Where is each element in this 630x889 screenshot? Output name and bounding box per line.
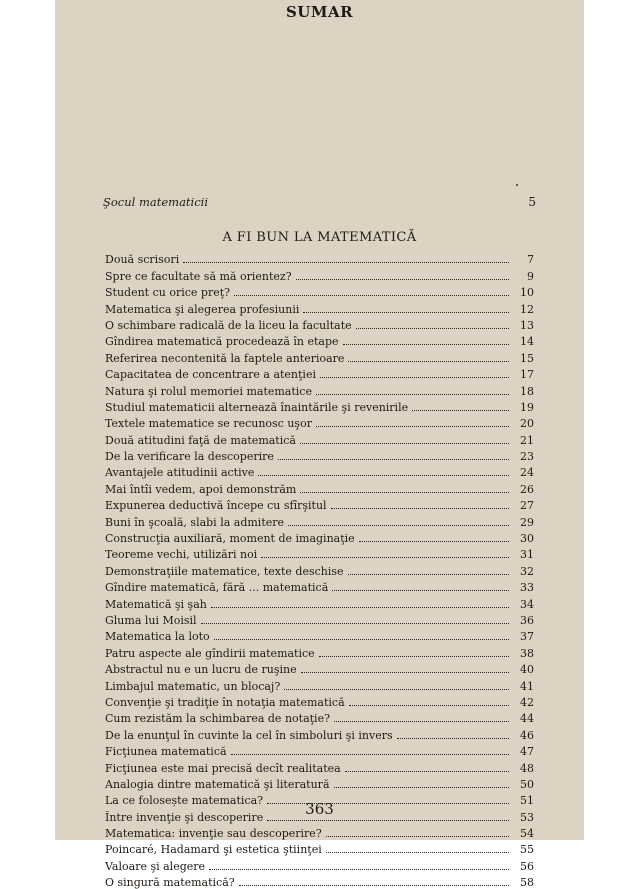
toc-entry-page: 53	[520, 810, 534, 824]
dot-leader	[348, 574, 509, 575]
dot-leader	[334, 787, 510, 788]
toc-entry-title: La ce folosește matematica?	[105, 794, 264, 808]
dot-leader	[348, 361, 509, 362]
toc-entry-title: Matematica: invenţie sau descoperire?	[105, 827, 322, 841]
toc-entry	[105, 709, 534, 725]
toc-entry-page: 55	[520, 843, 534, 857]
toc-entry	[105, 594, 534, 610]
dot-leader	[214, 639, 509, 640]
dot-leader	[359, 541, 509, 542]
toc-entry-title: Gluma lui Moisil	[105, 613, 197, 627]
dot-leader	[300, 443, 509, 444]
toc-entry	[105, 414, 534, 430]
dot-leader	[334, 721, 509, 722]
toc-entry-page: 15	[520, 351, 534, 365]
dot-leader	[301, 672, 509, 673]
dot-leader	[319, 656, 509, 657]
toc-entry	[105, 840, 534, 856]
dot-leader	[284, 689, 509, 690]
toc-entry-page: 30	[520, 532, 534, 546]
toc-entry	[105, 611, 534, 627]
intro-entry	[103, 195, 536, 209]
toc-entry-title: Între invenţie şi descoperire	[105, 810, 264, 824]
dot-leader	[296, 279, 509, 280]
toc-entry	[105, 578, 534, 594]
toc-entry-title: Gîndirea matematică procedează în etape	[105, 335, 339, 349]
toc-entry-page: 27	[520, 499, 534, 513]
dot-leader	[209, 869, 509, 870]
toc-entry	[105, 627, 534, 643]
toc-entry-title: O singură matematică?	[105, 876, 235, 889]
page-number: 363	[305, 800, 334, 818]
dot-leader	[412, 410, 509, 411]
toc-entry-page: 14	[520, 335, 534, 349]
toc-entry-title: Textele matematice se recunosc uşor	[105, 417, 312, 431]
toc-entry	[105, 725, 534, 741]
toc-entry-title: Avantajele atitudinii active	[105, 466, 255, 480]
toc-entry-title: Natura şi rolul memoriei matematice	[105, 384, 312, 398]
dot-leader	[278, 459, 509, 460]
toc-entry-title: Analogia dintre matematică şi literatură	[105, 777, 330, 791]
toc-entry-title: Studiul matematicii alternează înaintările şi revenirile	[105, 400, 409, 414]
dot-leader	[320, 377, 509, 378]
toc-entry-title: Matematica la loto	[105, 630, 210, 644]
dot-leader	[331, 508, 509, 509]
toc-entry	[105, 529, 534, 545]
toc-entry-page: 32	[520, 564, 534, 578]
dot-leader	[316, 426, 509, 427]
toc-entry-title: Ficţiunea matematică	[105, 745, 227, 759]
toc-entry	[105, 824, 534, 840]
dot-leader	[332, 590, 509, 591]
toc-entry-title: Expunerea deductivă începe cu sfîrşitul	[105, 499, 327, 513]
toc-entry-page: 44	[520, 712, 534, 726]
toc-entry	[105, 250, 534, 266]
toc-entry-title: Referirea necontenită la faptele anterioare	[105, 351, 345, 365]
toc-entry-title: Construcţia auxiliară, moment de imaginaţie	[105, 532, 355, 546]
toc-entry-title: Patru aspecte ale gîndirii matematice	[105, 646, 315, 660]
toc-entry-page: 42	[520, 695, 534, 709]
dot-leader	[356, 328, 509, 329]
toc-entry-page: 41	[520, 679, 534, 693]
toc-entry-page: 50	[520, 777, 534, 791]
toc-entry-page: 20	[520, 417, 534, 431]
toc-entry-title: Matematica şi alegerea profesiunii	[105, 302, 300, 316]
toc-entry-title: Student cu orice preţ?	[105, 286, 231, 300]
toc-entry-page: 21	[520, 433, 534, 447]
dot-leader	[303, 312, 509, 313]
toc-entry-page: 51	[520, 794, 534, 808]
dot-leader	[261, 557, 509, 558]
toc-entry-page: 36	[520, 613, 534, 627]
toc-entry	[105, 676, 534, 692]
section-title: A FI BUN LA MATEMATICĂ	[222, 230, 417, 245]
toc-entry-title: Gîndire matematică, fără ... matematică	[105, 581, 329, 595]
toc-entry-title: Matematică şi şah	[105, 597, 207, 611]
dot-leader	[183, 262, 509, 263]
toc-entry	[105, 512, 534, 528]
toc-entry	[105, 463, 534, 479]
toc-entry-title: De la verificare la descoperire	[105, 450, 274, 464]
dot-leader	[349, 705, 509, 706]
toc-entry-page: 29	[520, 515, 534, 529]
toc-entry	[105, 430, 534, 446]
paper-speck	[516, 184, 518, 186]
dot-leader	[211, 607, 509, 608]
toc-entry-page: 56	[520, 859, 534, 873]
table-of-contents	[105, 250, 534, 889]
toc-entry-title: O schimbare radicală de la liceu la facultate	[105, 318, 352, 332]
dot-leader	[239, 885, 509, 886]
toc-entry-page: 13	[520, 318, 534, 332]
toc-entry-page: 58	[520, 876, 534, 889]
toc-entry	[105, 856, 534, 872]
toc-entry-page: 23	[520, 450, 534, 464]
toc-entry-page: 10	[520, 286, 534, 300]
toc-entry-page: 17	[520, 368, 534, 382]
dot-leader	[326, 852, 509, 853]
toc-entry-page: 33	[520, 581, 534, 595]
toc-entry-page: 24	[520, 466, 534, 480]
toc-entry-title: Convenţie şi tradiţie în notaţia matematică	[105, 695, 345, 709]
toc-entry	[105, 348, 534, 364]
toc-entry	[105, 643, 534, 659]
toc-entry	[105, 332, 534, 348]
toc-entry-page: 37	[520, 630, 534, 644]
toc-entry-page: 38	[520, 646, 534, 660]
toc-entry-page: 18	[520, 384, 534, 398]
intro-entry-title: Şocul matematicii	[103, 195, 209, 209]
toc-entry	[105, 447, 534, 463]
toc-entry-title: Teoreme vechi, utilizări noi	[105, 548, 258, 562]
toc-entry	[105, 479, 534, 495]
toc-entry-title: De la enunţul în cuvinte la cel în simboluri şi invers	[105, 728, 393, 742]
toc-entry	[105, 561, 534, 577]
dot-leader	[258, 475, 509, 476]
toc-entry	[105, 742, 534, 758]
dot-leader	[326, 836, 509, 837]
dot-leader	[300, 492, 509, 493]
toc-entry	[105, 266, 534, 282]
dot-leader	[267, 820, 509, 821]
toc-entry	[105, 398, 534, 414]
toc-entry-title: Demonstraţiile matematice, texte deschise	[105, 564, 344, 578]
toc-entry-page: 34	[520, 597, 534, 611]
toc-entry-title: Spre ce facultate să mă orientez?	[105, 269, 292, 283]
toc-entry	[105, 660, 534, 676]
toc-entry	[105, 365, 534, 381]
dot-leader	[234, 295, 509, 296]
page-header-title: SUMAR	[285, 3, 354, 21]
toc-entry-title: Limbajul matematic, un blocaj?	[105, 679, 281, 693]
toc-entry	[105, 693, 534, 709]
toc-entry-page: 7	[527, 253, 534, 267]
toc-entry-title: Buni în şcoală, slabi la admitere	[105, 515, 285, 529]
toc-entry-page: 54	[520, 827, 534, 841]
toc-entry-page: 48	[520, 761, 534, 775]
dot-leader	[201, 623, 509, 624]
toc-entry-title: Două atitudini faţă de matematică	[105, 433, 296, 447]
toc-entry	[105, 873, 534, 889]
dot-leader	[316, 394, 509, 395]
toc-entry-title: Poincaré, Hadamard şi estetica ştiinţei	[105, 843, 322, 857]
toc-entry	[105, 283, 534, 299]
toc-entry-title: Abstractul nu e un lucru de ruşine	[105, 663, 297, 677]
toc-entry-title: Mai întîi vedem, apoi demonstrăm	[105, 482, 297, 496]
toc-entry-title: Capacitatea de concentrare a atenţiei	[105, 368, 316, 382]
toc-entry-page: 31	[520, 548, 534, 562]
toc-entry-title: Cum rezistăm la schimbarea de notaţie?	[105, 712, 330, 726]
dot-leader	[345, 771, 509, 772]
dot-leader	[231, 754, 509, 755]
toc-entry-page: 12	[520, 302, 534, 316]
toc-entry	[105, 316, 534, 332]
toc-entry	[105, 758, 534, 774]
intro-entry-page: 5	[528, 195, 536, 209]
dot-leader	[288, 525, 509, 526]
toc-entry-title: Valoare şi alegere	[105, 859, 206, 873]
toc-entry	[105, 299, 534, 315]
dot-leader	[397, 738, 509, 739]
toc-entry-page: 46	[520, 728, 534, 742]
toc-entry-page: 9	[527, 269, 534, 283]
toc-entry	[105, 496, 534, 512]
dot-leader	[343, 344, 509, 345]
book-page	[55, 0, 584, 889]
toc-entry-page: 40	[520, 663, 534, 677]
toc-entry	[105, 775, 534, 791]
toc-entry	[105, 381, 534, 397]
toc-entry-page: 47	[520, 745, 534, 759]
toc-entry-page: 19	[520, 400, 534, 414]
toc-entry-title: Două scrisori	[105, 253, 180, 267]
toc-entry	[105, 545, 534, 561]
toc-entry-title: Ficţiunea este mai precisă decît realitatea	[105, 761, 341, 775]
toc-entry-page: 26	[520, 482, 534, 496]
